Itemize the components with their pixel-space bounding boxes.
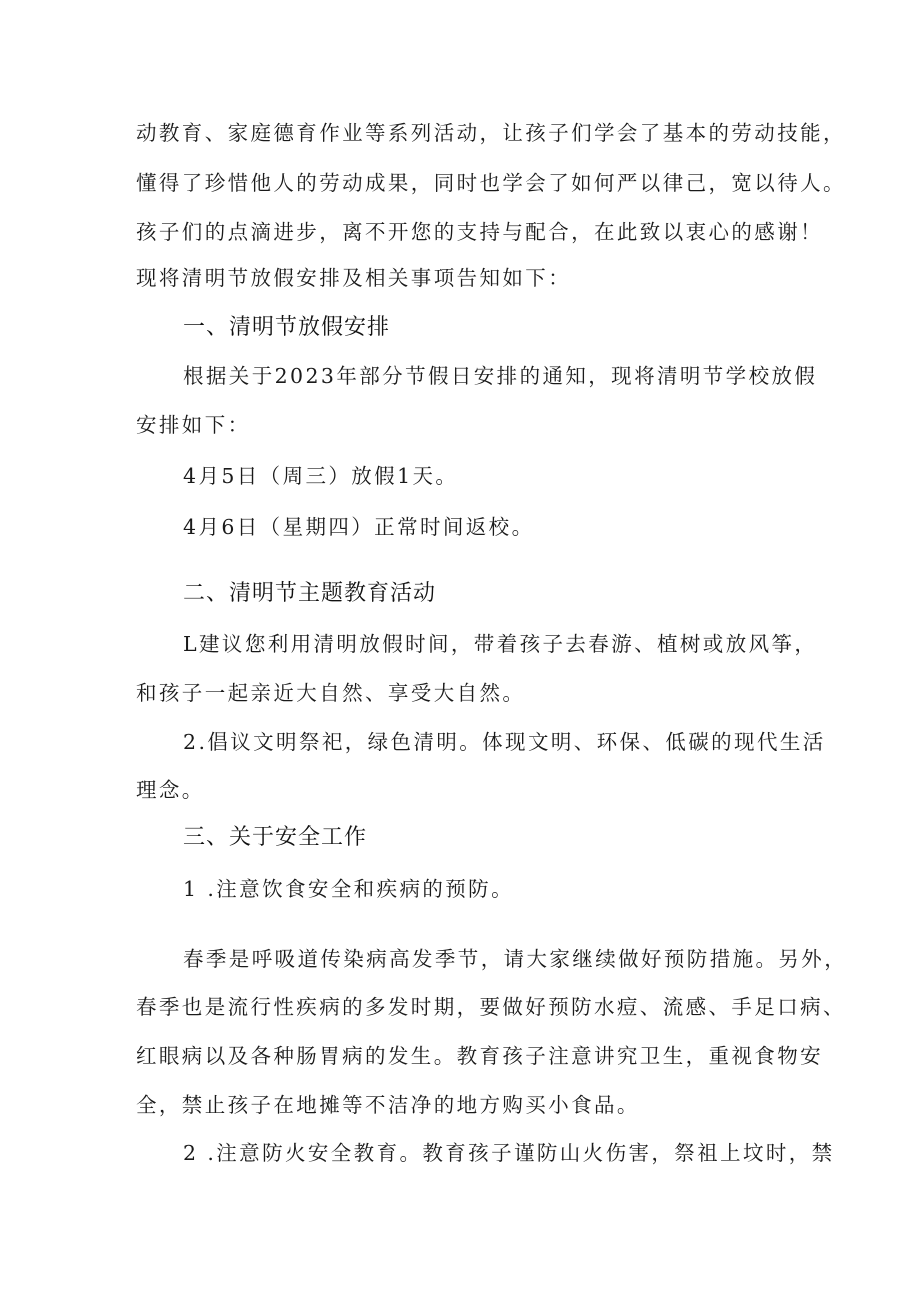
- intro-line-2: 懂得了珍惜他人的劳动成果，同时也学会了如何严以律己，宽以待人。: [136, 171, 846, 195]
- section-3-line-4: 全，禁止孩子在地摊等不洁净的地方购买小食品。: [136, 1093, 640, 1117]
- intro-line-3: 孩子们的点滴进步，离不开您的支持与配合，在此致以衷心的感谢！: [136, 220, 823, 244]
- section-3-heading: 三、关于安全工作: [183, 825, 368, 850]
- section-3-line-1: 春季是呼吸道传染病高发季节，请大家继续做好预防措施。另外，: [183, 947, 848, 971]
- section-1-line-3: 4月5日（周三）放假1天。: [183, 464, 459, 488]
- section-2-heading: 二、清明节主题教育活动: [183, 581, 437, 606]
- section-3-item-2: 2 .注意防火安全教育。教育孩子谨防山火伤害，祭祖上坟时，禁: [183, 1141, 835, 1165]
- section-1-line-4: 4月6日（星期四）正常时间返校。: [183, 515, 535, 539]
- section-2-line-2: 和孩子一起亲近大自然、享受大自然。: [136, 681, 526, 705]
- intro-line-1: 动教育、家庭德育作业等系列活动，让孩子们学会了基本的劳动技能，: [136, 121, 846, 145]
- section-1-line-2: 安排如下：: [136, 413, 251, 437]
- section-1-line-1: 根据关于2023年部分节假日安排的通知，现将清明节学校放假: [183, 364, 818, 388]
- section-3-line-2: 春季也是流行性疾病的多发时期，要做好预防水痘、流感、手足口病、: [136, 995, 846, 1019]
- intro-line-4: 现将清明节放假安排及相关事项告知如下：: [136, 266, 572, 290]
- section-3-item-1: 1 .注意饮食安全和疾病的预防。: [183, 877, 514, 901]
- section-2-line-1: L建议您利用清明放假时间，带着孩子去春游、植树或放风筝，: [183, 632, 818, 656]
- section-1-heading: 一、清明节放假安排: [183, 315, 391, 340]
- section-2-line-4: 理念。: [136, 778, 205, 802]
- section-2-line-3: 2.倡议文明祭祀，绿色清明。体现文明、环保、低碳的现代生活: [183, 730, 826, 754]
- section-3-line-3: 红眼病以及各种肠胃病的发生。教育孩子注意讲究卫生，重视食物安: [136, 1044, 823, 1068]
